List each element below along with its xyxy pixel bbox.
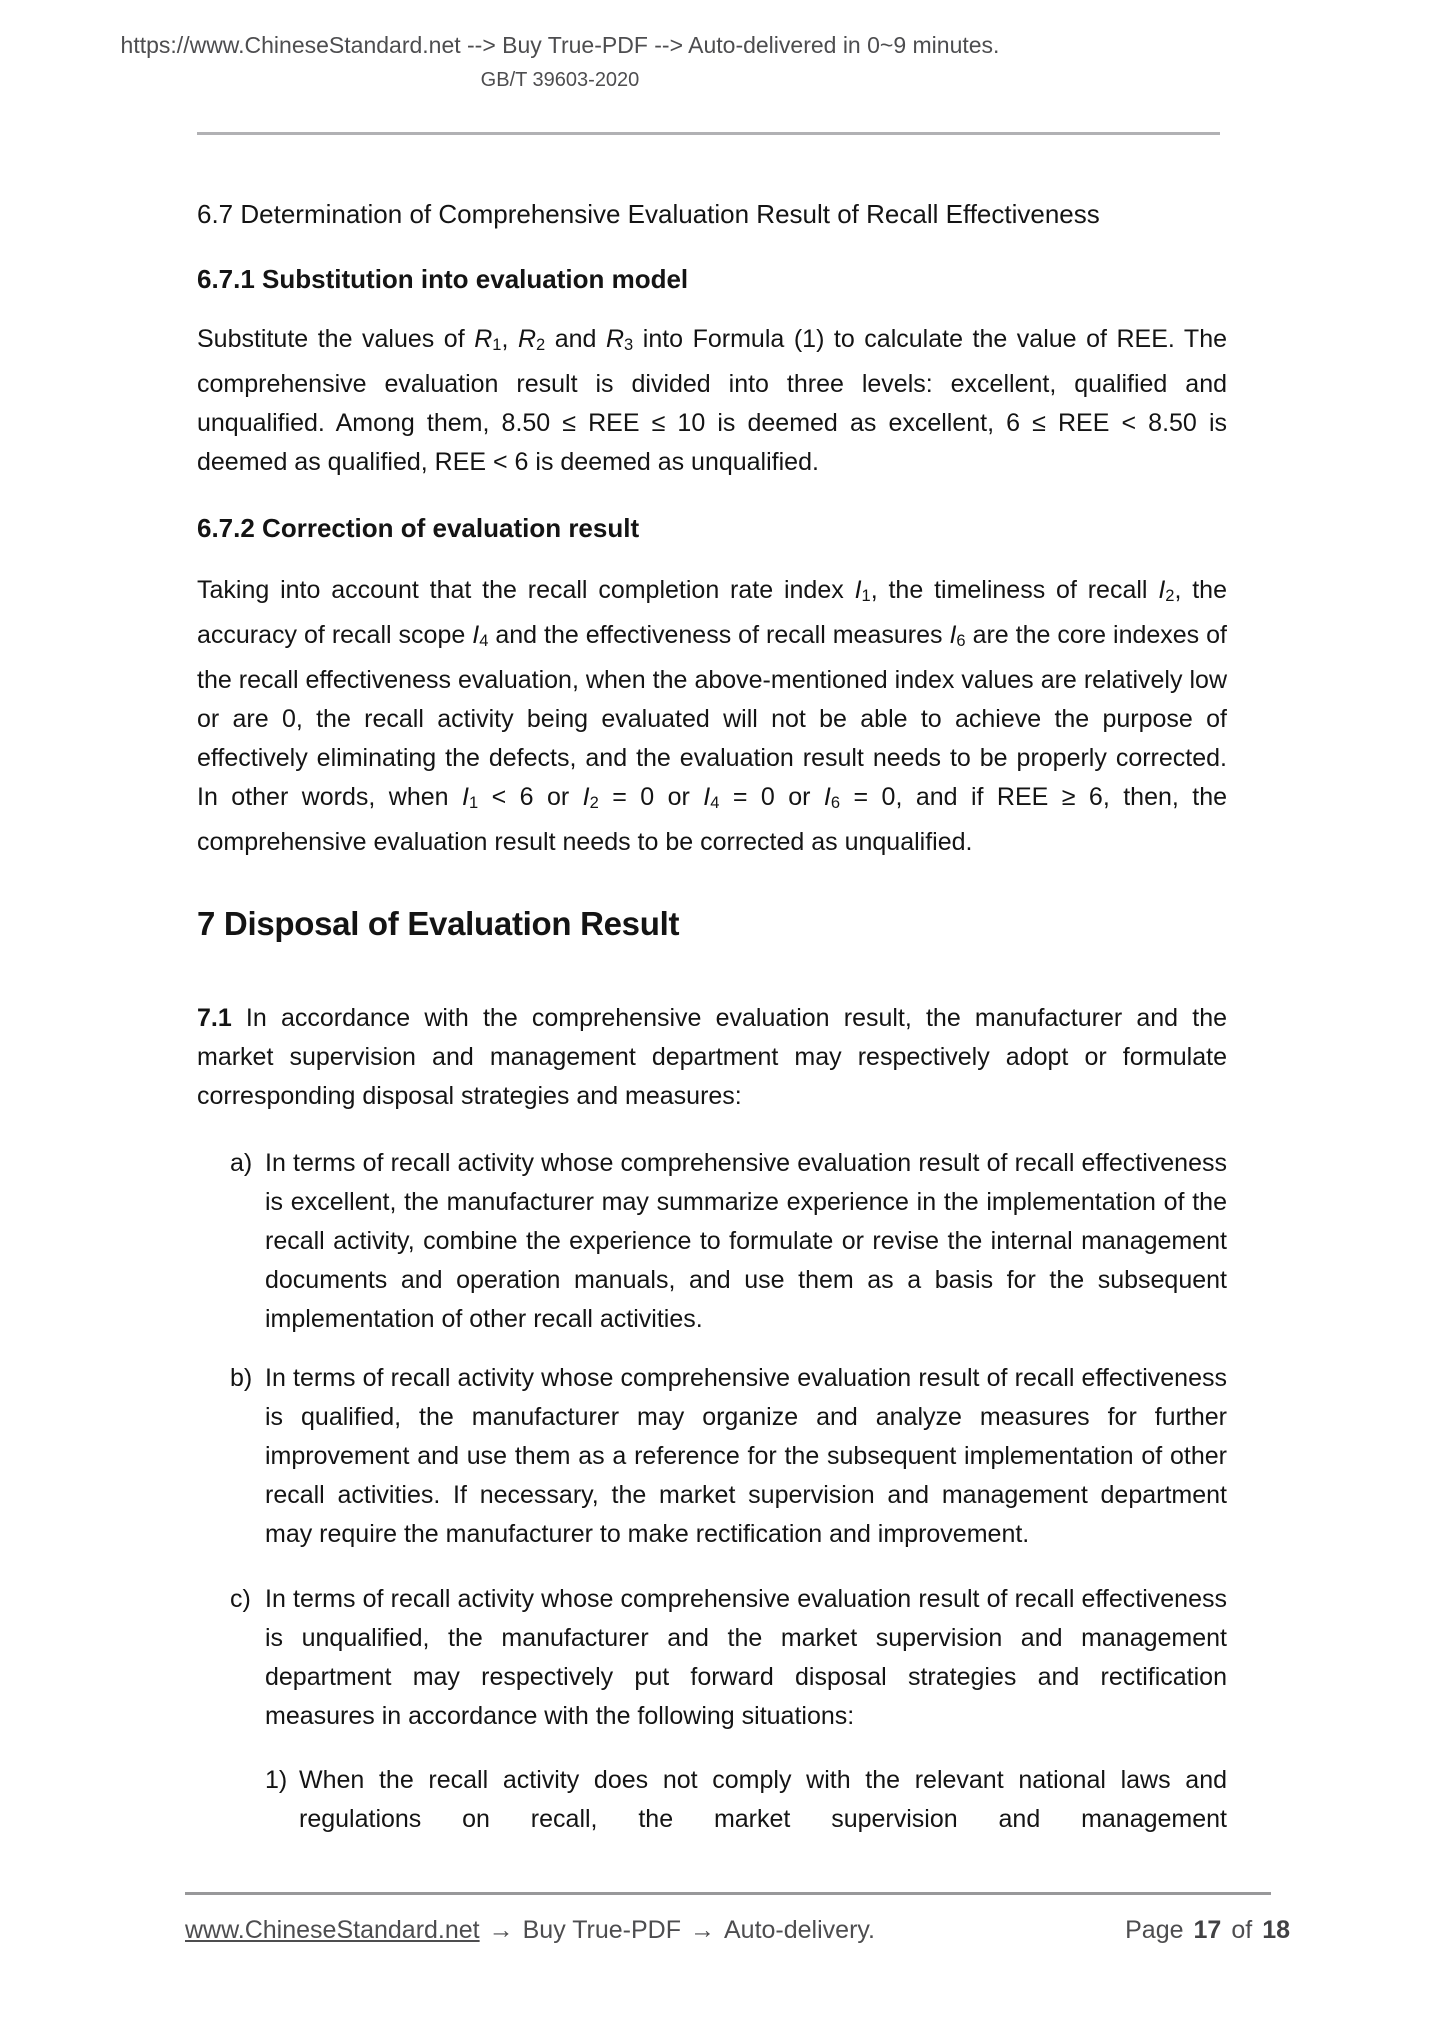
list-item-a	[197, 1144, 1227, 1339]
list-text-1: When the recall activity does not comply with the relevant national laws and regulations on recall, the market supervision and management	[299, 1765, 1227, 1833]
list-marker-1: 1)	[265, 1765, 288, 1794]
list-item-c	[197, 1580, 1227, 1736]
footer-arrow-icon: →	[690, 1916, 715, 1944]
section-heading-6-7-1: 6.7.1 Substitution into evaluation model	[197, 264, 689, 294]
footer-divider	[185, 1892, 1271, 1895]
chapter-heading-7: 7 Disposal of Evaluation Result	[197, 904, 680, 942]
list-marker-c: c)	[230, 1584, 251, 1613]
footer-page-indicator	[1125, 1914, 1290, 1946]
header-divider	[197, 132, 1220, 135]
section-heading-6-7: 6.7 Determination of Comprehensive Evaluation Result of Recall Effectiveness	[197, 199, 1100, 229]
header-url-line: https://www.ChineseStandard.net --> Buy True-PDF --> Auto-delivered in 0~9 minutes.	[120, 32, 1000, 58]
footer-delivery-label: Auto-delivery.	[724, 1916, 875, 1944]
list-marker-a: a)	[230, 1148, 253, 1177]
footer-site-link[interactable]: www.ChineseStandard.net	[185, 1916, 480, 1944]
list-text-c: In terms of recall activity whose comprehensive evaluation result of recall effectiveness is unqualified, the manufacturer and the market supervision and management department may respectively put forward disposal strategies and rectification measures in accordance with the following situations:	[265, 1584, 1227, 1730]
section-heading-6-7-2: 6.7.2 Correction of evaluation result	[197, 512, 640, 543]
header-standard-number: GB/T 39603-2020	[480, 69, 640, 91]
list-marker-b: b)	[230, 1363, 253, 1392]
paragraph-substitution-model: Substitute the values of R1, R2 and R3 into Formula (1) to calculate the value of REE. The comprehensive evaluation result is divided into three levels: excellent, qualified and unqualified. Among them, 8.50 ≤ REE ≤ 10 is deemed as excellent, 6 ≤ REE < 8.50 is deemed as qualified, REE < 6 is deemed as unqualified.	[197, 325, 1227, 476]
footer-page-label: Page	[1125, 1916, 1184, 1944]
footer-arrow-icon: →	[488, 1916, 514, 1944]
footer-buy-label: Buy True-PDF	[522, 1916, 681, 1944]
page-header	[0, 30, 1120, 93]
footer-page-current: 17	[1193, 1916, 1222, 1944]
list-text-a: In terms of recall activity whose comprehensive evaluation result of recall effectiveness is excellent, the manufacturer may summarize experience in the implementation of the recall activity, combine the experience to formulate or revise the internal management documents and operation manuals, and use them as a basis for the subsequent implementation of other recall activities.	[265, 1148, 1227, 1333]
paragraph-correction-result: Taking into account that the recall completion rate index I1, the timeliness of recall I2, the accuracy of recall scope I4 and the effectiveness of recall measures I6 are the core indexes of the recall effectiveness evaluation, when the above-mentioned index values are relatively low or are 0, the recall activity being evaluated will not be able to achieve the purpose of effectively eliminating the defects, and the evaluation result needs to be properly corrected. In other words, when I1 < 6 or I2 = 0 or I4 = 0 or I6 = 0, and if REE ≥ 6, then, the comprehensive evaluation result needs to be corrected as unqualified.	[197, 575, 1228, 856]
list-item-b	[197, 1359, 1227, 1554]
paragraph-7-1: 7.1 In accordance with the comprehensive evaluation result, the manufacturer and the market supervision and management department may respectively adopt or formulate corresponding disposal strategies and measures:	[197, 1003, 1227, 1110]
footer-page-total: 18	[1262, 1916, 1290, 1944]
document-body	[197, 197, 1227, 1839]
footer-of-label: of	[1231, 1916, 1253, 1944]
footer-promo	[185, 1914, 875, 1946]
list-item-1	[197, 1761, 1227, 1839]
list-text-b: In terms of recall activity whose comprehensive evaluation result of recall effectiveness is qualified, the manufacturer may organize and analyze measures for further improvement and use them as a reference for the subsequent implementation of other recall activities. If necessary, the market supervision and management department may require the manufacturer to make rectification and improvement.	[265, 1363, 1227, 1548]
page-footer	[185, 1914, 1290, 1946]
